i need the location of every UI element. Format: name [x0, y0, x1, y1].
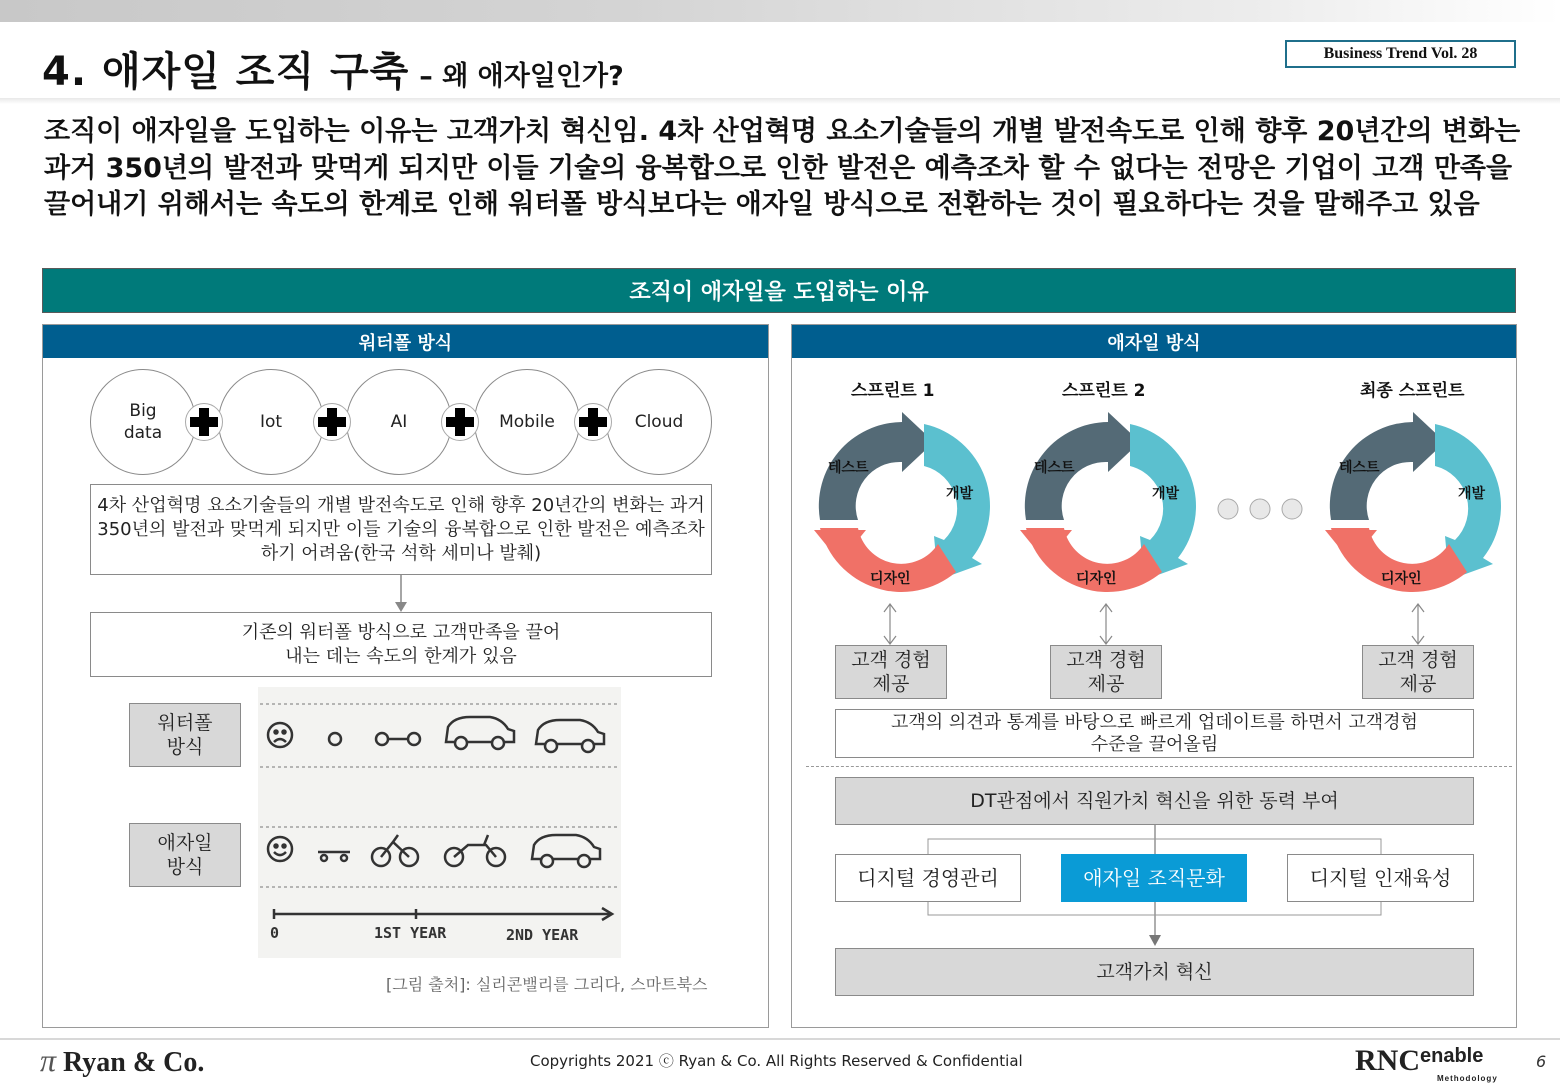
- page-title-main: 4. 애자일 조직 구축: [42, 49, 410, 95]
- pillar-agile-culture: [1061, 854, 1247, 902]
- page-title: [42, 40, 624, 97]
- ryan-co-logo: [40, 1042, 204, 1079]
- arrow-down-icon: [393, 575, 409, 613]
- section-title-bar: 조직이 애자일을 도입하는 이유: [42, 268, 1516, 313]
- dt-motivation-box: [835, 777, 1474, 825]
- row-label-waterfall-text: 워터폴 방식: [157, 712, 213, 758]
- update-box: [835, 709, 1474, 758]
- tech-label-mobile: Mobile: [499, 412, 555, 432]
- forecast-text: 4차 산업혁명 요소기술들의 개별 발전속도로 인해 향후 20년간의 변화는 과거 350년의 발전과 맞먹게 되지만 이들 기술의 융복합으로 인한 발전은 예측조차 하기 어려움(한국 석학 세미나 발췌): [97, 494, 705, 564]
- pillar-agile-culture-text: 애자일 조직문화: [1083, 866, 1225, 890]
- header-divider: [0, 98, 1560, 104]
- page-title-subtitle: – 왜 애자일인가?: [419, 61, 624, 92]
- tech-label-ai: AI: [390, 412, 408, 432]
- experience-text-final: 고객 경험제공: [1378, 649, 1458, 695]
- ryan-co-logo-text: Ryan & Co.: [63, 1047, 205, 1078]
- tech-circle-iot: [218, 369, 324, 475]
- cycle-label-design-1: 디자인: [870, 571, 911, 587]
- rnc-enable-logo: [1355, 1044, 1498, 1083]
- tech-label-cloud: Cloud: [634, 412, 684, 432]
- image-source-caption: [그림 출처]: 실리콘밸리를 그리다, 스마트북스: [386, 975, 708, 994]
- update-text: 고객의 의견과 통계를 바탕으로 빠르게 업데이트를 하면서 고객경험 수준을 끌어올림: [891, 711, 1418, 755]
- tech-label-bigdata: Big data: [123, 401, 163, 443]
- waterfall-row-sketches: [268, 717, 604, 752]
- rnc-logo-text: RNC: [1355, 1044, 1420, 1077]
- issue-badge: Business Trend Vol. 28: [1285, 40, 1516, 68]
- cycle-label-test-final: 테스트: [1339, 460, 1380, 476]
- sprint-label-1: 스프린트 1: [851, 381, 935, 401]
- tech-circle-mobile: [474, 369, 580, 475]
- tech-circle-cloud: [606, 369, 712, 475]
- cycle-label-design-2: 디자인: [1076, 571, 1117, 587]
- timeline-label-start: 0: [270, 924, 280, 942]
- dashed-separator: [806, 766, 1512, 767]
- pillar-digital-management: [835, 854, 1021, 902]
- pillar-digital-management-text: 디지털 경영관리: [857, 866, 999, 890]
- row-label-agile-text: 애자일 방식: [157, 832, 213, 878]
- double-arrow-icon: [1410, 602, 1426, 646]
- cycle-label-dev-final: 개발: [1458, 486, 1486, 502]
- row-label-waterfall: [129, 703, 241, 767]
- plus-icon: [574, 403, 612, 441]
- timeline-label-year2: 2ND YEAR: [506, 926, 579, 944]
- sprint-label-final: 최종 스프린트: [1360, 381, 1465, 401]
- cycle-label-test-1: 테스트: [828, 460, 869, 476]
- cycle-label-design-final: 디자인: [1381, 571, 1422, 587]
- sprint-label-2: 스프린트 2: [1062, 381, 1146, 401]
- mvp-sketch-svg: [258, 687, 621, 958]
- ellipsis-dots-icon: [1216, 497, 1304, 521]
- methodology-logo-text: Methodology: [1437, 1074, 1498, 1083]
- tech-circle-bigdata: [90, 369, 196, 475]
- footer-divider: [0, 1038, 1560, 1040]
- copyright-text: Copyrights 2021 ⓒ Ryan & Co. All Rights Reserved & Confidential: [530, 1052, 1023, 1070]
- waterfall-panel-title: 워터폴 방식: [43, 325, 768, 358]
- pillar-digital-talent-text: 디지털 인재육성: [1309, 866, 1452, 890]
- enable-logo-text: enable: [1420, 1045, 1484, 1067]
- timeline-axis: [274, 908, 612, 920]
- tech-label-iot: Iot: [259, 412, 283, 432]
- top-gradient-bar: [0, 0, 1560, 22]
- cycle-label-dev-2: 개발: [1152, 486, 1180, 502]
- row-label-agile: [129, 823, 241, 887]
- cycle-label-dev-1: 개발: [946, 486, 974, 502]
- double-arrow-icon: [1098, 602, 1114, 646]
- pi-logo-icon: π: [40, 1042, 57, 1078]
- customer-value-text: 고객가치 혁신: [1096, 961, 1213, 983]
- double-arrow-icon: [882, 602, 898, 646]
- mvp-sketch-illustration: [258, 687, 621, 958]
- dt-motivation-text: DT관점에서 직원가치 혁신을 위한 동력 부여: [970, 790, 1339, 812]
- limit-box: [90, 612, 712, 677]
- cycle-label-test-2: 테스트: [1034, 460, 1075, 476]
- limit-text: 기존의 워터폴 방식으로 고객만족을 끌어내는 데는 속도의 한계가 있음: [241, 621, 561, 667]
- lead-paragraph: 조직이 애자일을 도입하는 이유는 고객가치 혁신임. 4차 산업혁명 요소기술들의 개별 발전속도로 인해 향후 20년간의 변화는 과거 350년의 발전과 맞먹게 되지만 이들 기술의 융복합으로 인한 발전은 예측조차 할 수 없다는 전망은 기업이 고객 만족을 끌어내기 위해서는 속도의 한계로 인해 워터폴 방식보다는 애자일 방식으로 전환하는 것이 필요하다는 것을 말해주고 있음: [44, 116, 1521, 220]
- experience-box-1: [835, 645, 947, 699]
- plus-icon: [185, 403, 223, 441]
- experience-text-2: 고객 경험제공: [1066, 649, 1146, 695]
- agile-row-sketches: [268, 835, 600, 867]
- experience-box-2: [1050, 645, 1162, 699]
- experience-text-1: 고객 경험제공: [851, 649, 931, 695]
- timeline-label-year1: 1ST YEAR: [374, 924, 447, 942]
- plus-icon: [441, 403, 479, 441]
- tech-circle-ai: [346, 369, 452, 475]
- customer-value-box: [835, 948, 1474, 996]
- pillar-digital-talent: [1287, 854, 1474, 902]
- page-number: 6: [1536, 1052, 1547, 1071]
- experience-box-final: [1362, 645, 1474, 699]
- forecast-box: [90, 484, 712, 575]
- plus-icon: [313, 403, 351, 441]
- agile-panel-title: 애자일 방식: [792, 325, 1516, 358]
